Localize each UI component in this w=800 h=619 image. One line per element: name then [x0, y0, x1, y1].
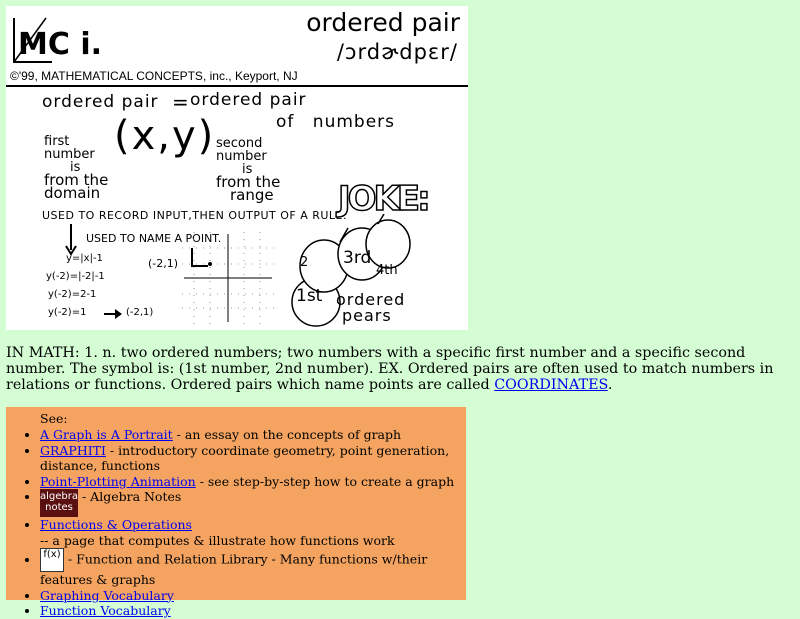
- list-item: • Functions & Operations -- a page that computes & illustrate how functions work: [40, 517, 480, 548]
- list-item: • algebra notes - Algebra Notes: [40, 489, 480, 517]
- step-2: y(-2)=|-2|-1: [46, 271, 105, 282]
- function-library-icon[interactable]: f(x): [40, 548, 64, 572]
- ordered-pears-line-2: pears: [342, 306, 392, 325]
- step-3: y(-2)=2-1: [48, 289, 97, 300]
- logo-text: MC i.: [18, 27, 100, 62]
- definition-text: IN MATH: 1. n. two ordered numbers; two numbers with a specific first number and a specific second number. The symbol is: (1st number, 2nd number). EX. Ordered pairs are often used to match numbers in relations or functions. Ordered pairs which name points are called: [6, 345, 774, 393]
- step-1: y=|x|-1: [66, 253, 103, 264]
- graph-portrait-link[interactable]: A Graph is A Portrait: [40, 427, 173, 442]
- equation-right-1: ordered pair: [190, 90, 307, 110]
- list-item: [40, 603, 480, 619]
- copyright-line: ©'99, MATHEMATICAL CONCEPTS, inc., Keyport, NJ: [10, 69, 298, 83]
- function-vocabulary-link[interactable]: Function Vocabulary: [40, 603, 171, 618]
- ordered-pair-illustration: [6, 6, 468, 330]
- joke-heading: JOKE:: [338, 179, 428, 219]
- pear-3rd: 3rd: [343, 248, 372, 268]
- equation-right-2: of numbers: [276, 112, 395, 132]
- xy-symbol: (x,y): [114, 113, 216, 159]
- graphing-vocabulary-link[interactable]: Graphing Vocabulary: [40, 587, 174, 603]
- see-label: See:: [40, 411, 68, 426]
- second-number-note: second number is from the range: [216, 136, 281, 204]
- right-arrow-icon: [104, 308, 124, 320]
- see-also-list: [20, 427, 480, 619]
- point-plotting-link[interactable]: Point-Plotting Animation: [40, 473, 196, 489]
- used-name-note: USED TO NAME A POINT.: [86, 232, 222, 245]
- mc-logo: [12, 16, 100, 64]
- graphiti-link[interactable]: GRAPHITI: [40, 442, 106, 458]
- functions-operations-link[interactable]: Functions & Operations: [40, 517, 192, 532]
- list-item: • GRAPHITI - introductory coordinate geometry, point generation, distance, functions: [40, 443, 480, 474]
- divider: [6, 85, 468, 87]
- down-arrow-icon: [64, 224, 78, 256]
- step-4: y(-2)=1: [48, 307, 87, 318]
- step-5: (-2,1): [126, 307, 154, 318]
- first-number-note: first number is from the domain: [44, 134, 109, 202]
- coordinate-grid: [182, 232, 274, 324]
- coordinates-link[interactable]: COORDINATES: [494, 377, 608, 393]
- pear-1st: 1st: [296, 286, 323, 306]
- pear-4th: 4th: [376, 263, 398, 278]
- list-item: • f(x) - Function and Relation Library - Many functions w/their features & graphs: [40, 548, 480, 588]
- term-pronunciation: /ɔrdɚdpɛr/: [336, 40, 458, 64]
- definition-paragraph: IN MATH: 1. n. two ordered numbers; two numbers with a specific first number and a specific second number. The symbol is: (1st number, 2nd number). EX. Ordered pairs are often used to match numbers in relations or functions. Ordered pairs which name points are called COORDINATES.: [6, 345, 774, 393]
- point-label: (-2,1): [148, 257, 179, 270]
- term-title: ordered pair: [306, 8, 460, 37]
- equation-left: ordered pair: [42, 92, 159, 112]
- algebra-notes-icon[interactable]: algebra notes: [40, 489, 78, 517]
- list-item: • Point-Plotting Animation - see step-by-step how to create a graph: [40, 474, 480, 490]
- list-item: [40, 588, 480, 604]
- ordered-pears-line-1: ordered: [336, 290, 406, 309]
- equals-sign: =: [172, 90, 189, 114]
- see-also-box: [6, 407, 466, 618]
- used-record-note: USED TO RECORD INPUT,THEN OUTPUT OF A RULE.: [42, 209, 348, 222]
- list-item: • A Graph is A Portrait - an essay on the concepts of graph: [40, 427, 480, 443]
- pear-2: 2: [300, 255, 309, 270]
